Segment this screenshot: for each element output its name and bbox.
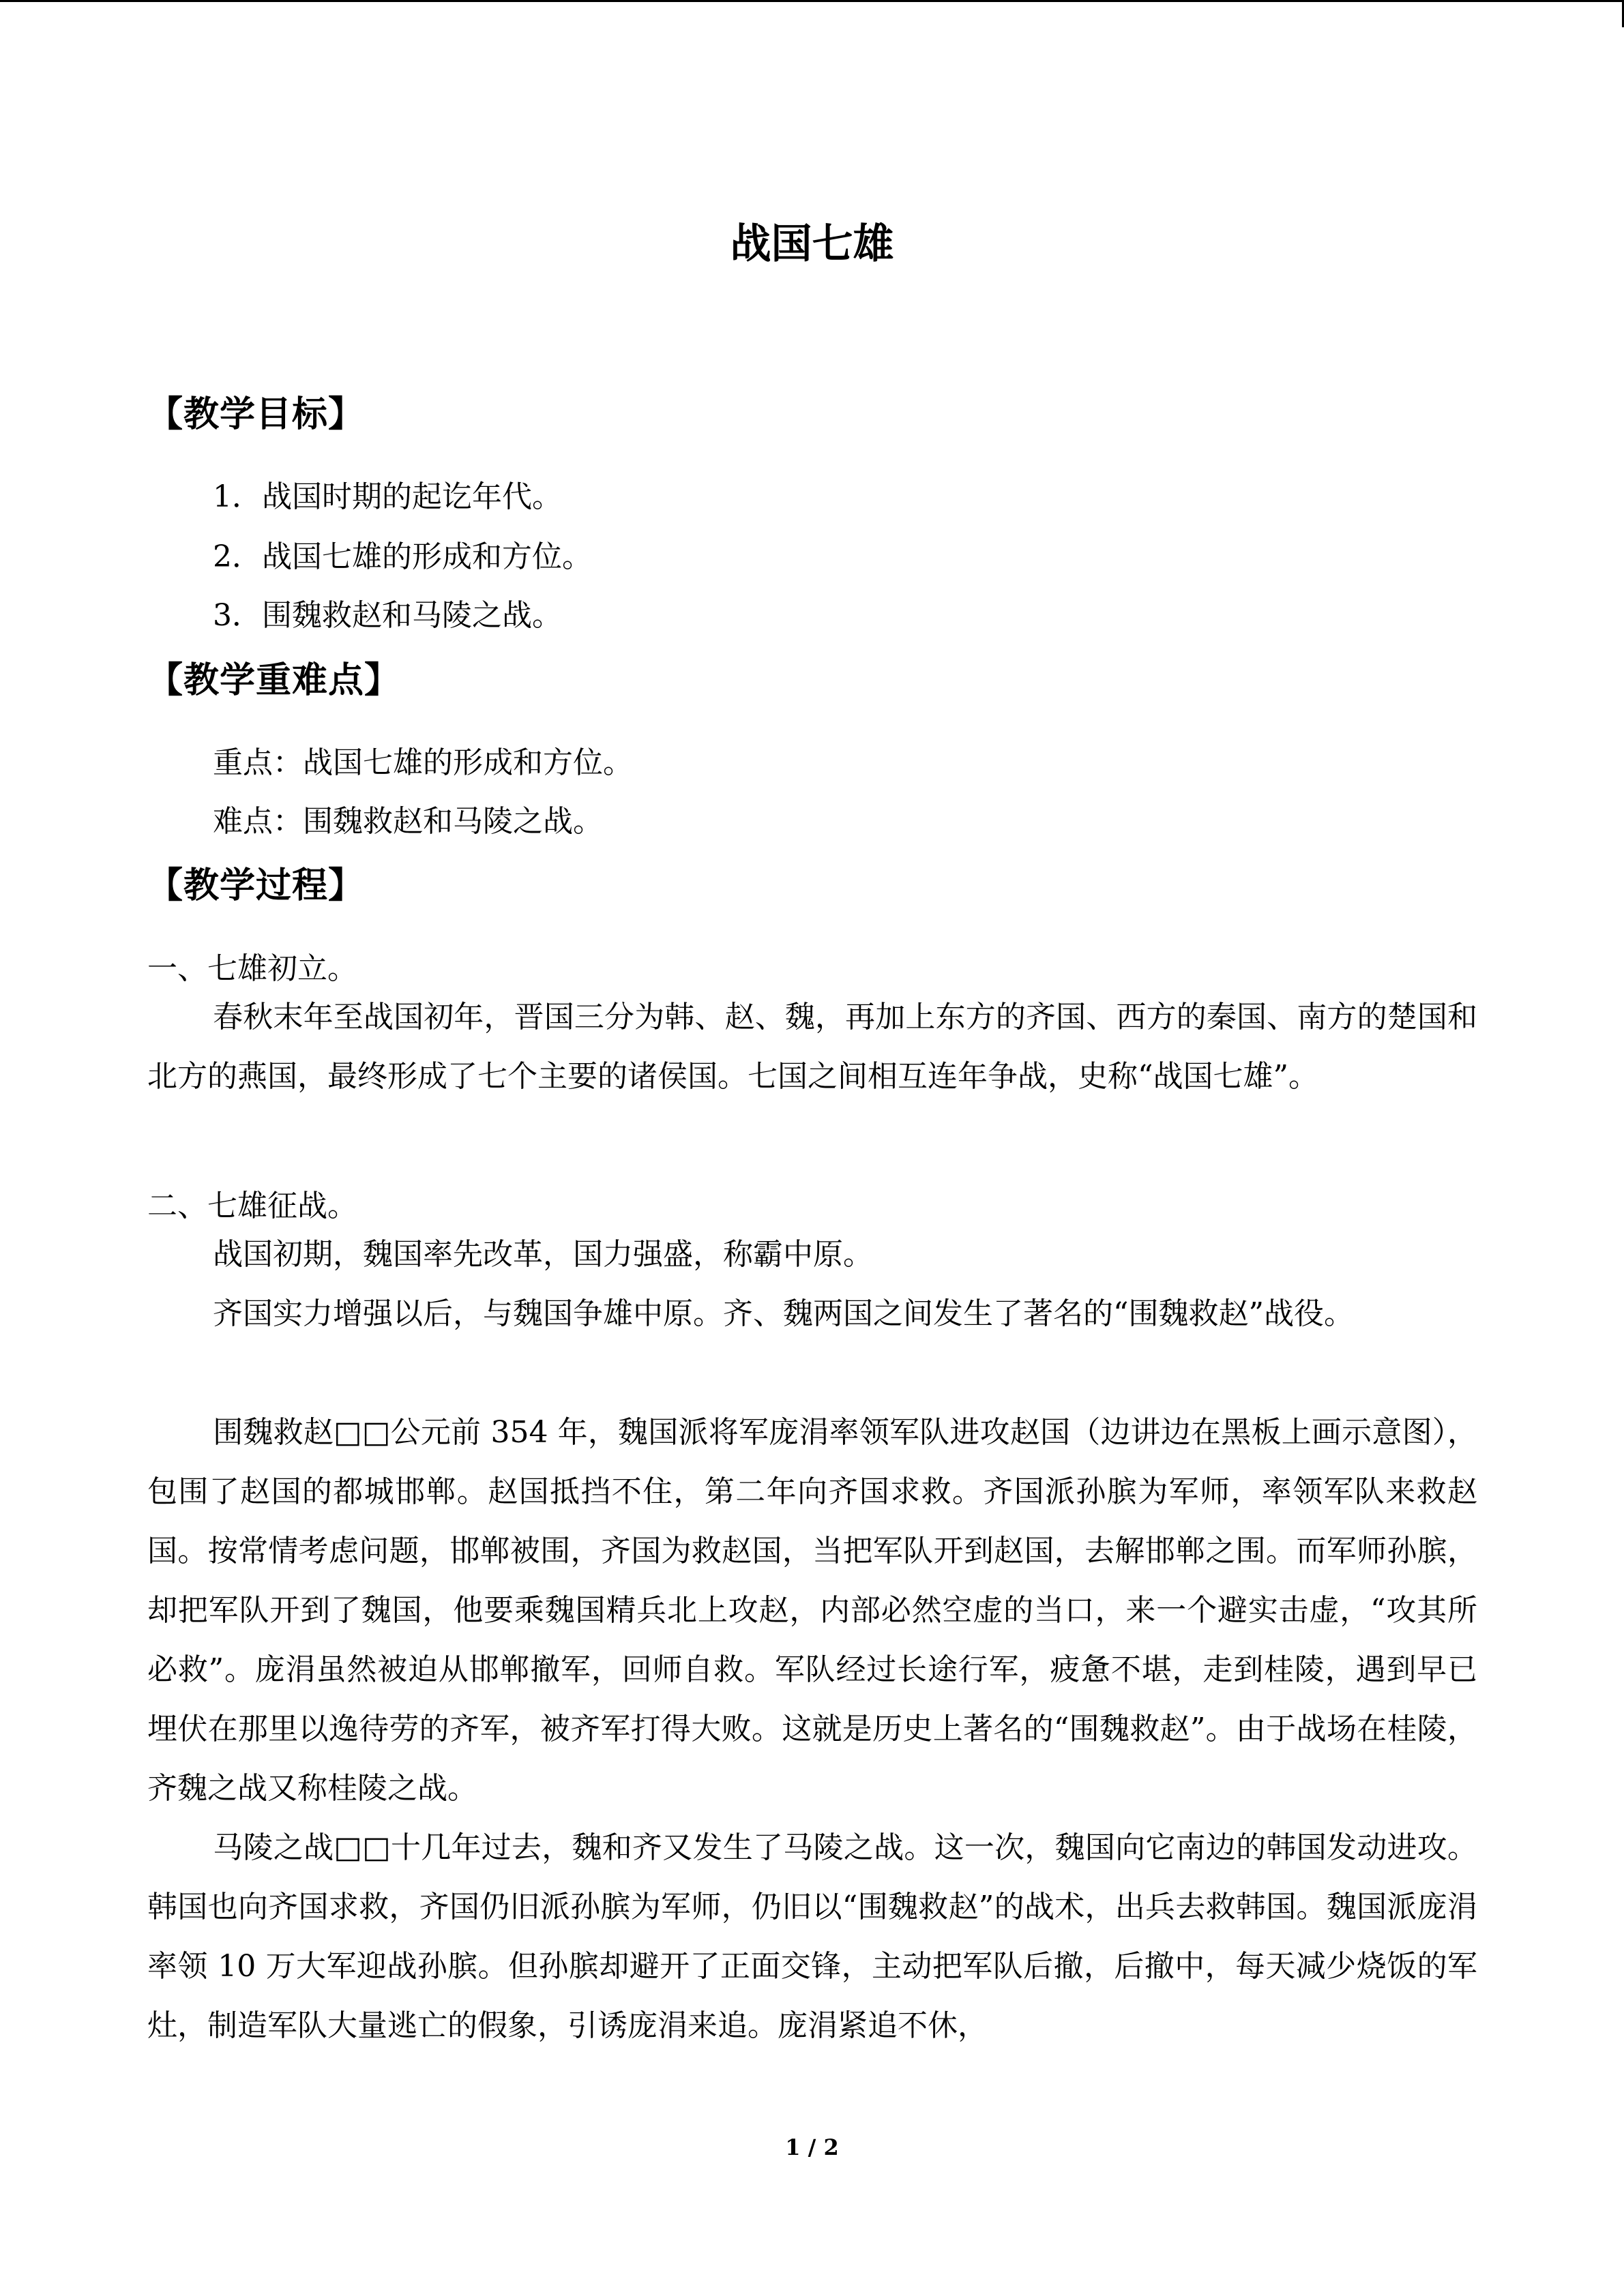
part2-paragraph-1	[147, 1225, 1477, 1284]
keypoint-difficulty: 难点：围魏救赵和马陵之战。	[213, 804, 603, 839]
part1-paragraph	[147, 987, 1477, 1106]
part2-paragraph-4	[147, 1818, 1477, 2055]
goal-item-3: 3．围魏救赵和马陵之战。	[213, 598, 562, 633]
page-top-border	[0, 0, 1624, 2]
goal-item-2: 2．战国七雄的形成和方位。	[213, 539, 592, 574]
goal-item-1: 1．战国时期的起讫年代。	[213, 479, 562, 514]
part2-paragraph-3-text: 围魏救赵□□公元前 354 年，魏国派将军庞涓率领军队进攻赵国（边讲边在黑板上画示意图），包围了赵国的都城邯郸。赵国抵挡不住，第二年向齐国求救。齐国派孙膑为军师，率领军队来救赵国。按常情考虑问题，邯郸被围，齐国为救赵国，当把军队开到赵国，去解邯郸之围。而军师孙膑，却把军队开到了魏国，他要乘魏国精兵北上攻赵，内部必然空虚的当口，来一个避实击虚，“攻其所必救”。庞涓虽然被迫从邯郸撤军，回师自救。军队经过长途行军，疲惫不堪，走到桂陵，遇到早已埋伏在那里以逸待劳的齐军，被齐军打得大败。这就是历史上著名的“围魏救赵”。由于战场在桂陵，齐魏之战又称桂陵之战。	[147, 1415, 1477, 1806]
part2-paragraph-2-text: 齐国实力增强以后，与魏国争雄中原。齐、魏两国之间发生了著名的“围魏救赵”战役。	[213, 1296, 1354, 1331]
part1-title: 一、七雄初立。	[147, 951, 357, 986]
section-heading-process: 【教学过程】	[147, 865, 365, 906]
page-title: 战国七雄	[730, 220, 894, 268]
part2-paragraph-4-text: 马陵之战□□十几年过去，魏和齐又发生了马陵之战。这一次，魏国向它南边的韩国发动进攻。韩国也向齐国求救，齐国仍旧派孙膑为军师，仍旧以“围魏救赵”的战术，出兵去救韩国。魏国派庞涓率领 10 万大军迎战孙膑。但孙膑却避开了正面交锋，主动把军队后撤，后撤中，每天减少烧饭的军灶，制造军队大量逃亡的假象，引诱庞涓来追。庞涓紧追不休，	[147, 1830, 1477, 2043]
part2-paragraph-3	[147, 1403, 1477, 1818]
part1-paragraph-text: 春秋末年至战国初年，晋国三分为韩、赵、魏，再加上东方的齐国、西方的秦国、南方的楚国和北方的燕国，最终形成了七个主要的诸侯国。七国之间相互连年争战，史称“战国七雄”。	[147, 1000, 1477, 1094]
section-heading-keypoints: 【教学重难点】	[147, 660, 401, 701]
keypoint-focus: 重点：战国七雄的形成和方位。	[213, 745, 633, 780]
page-number: 1 / 2	[785, 2134, 839, 2160]
part2-paragraph-2	[147, 1284, 1477, 1343]
part2-paragraph-1-text: 战国初期，魏国率先改革，国力强盛，称霸中原。	[213, 1237, 873, 1272]
part2-title: 二、七雄征战。	[147, 1189, 357, 1223]
section-heading-goals: 【教学目标】	[147, 394, 365, 435]
